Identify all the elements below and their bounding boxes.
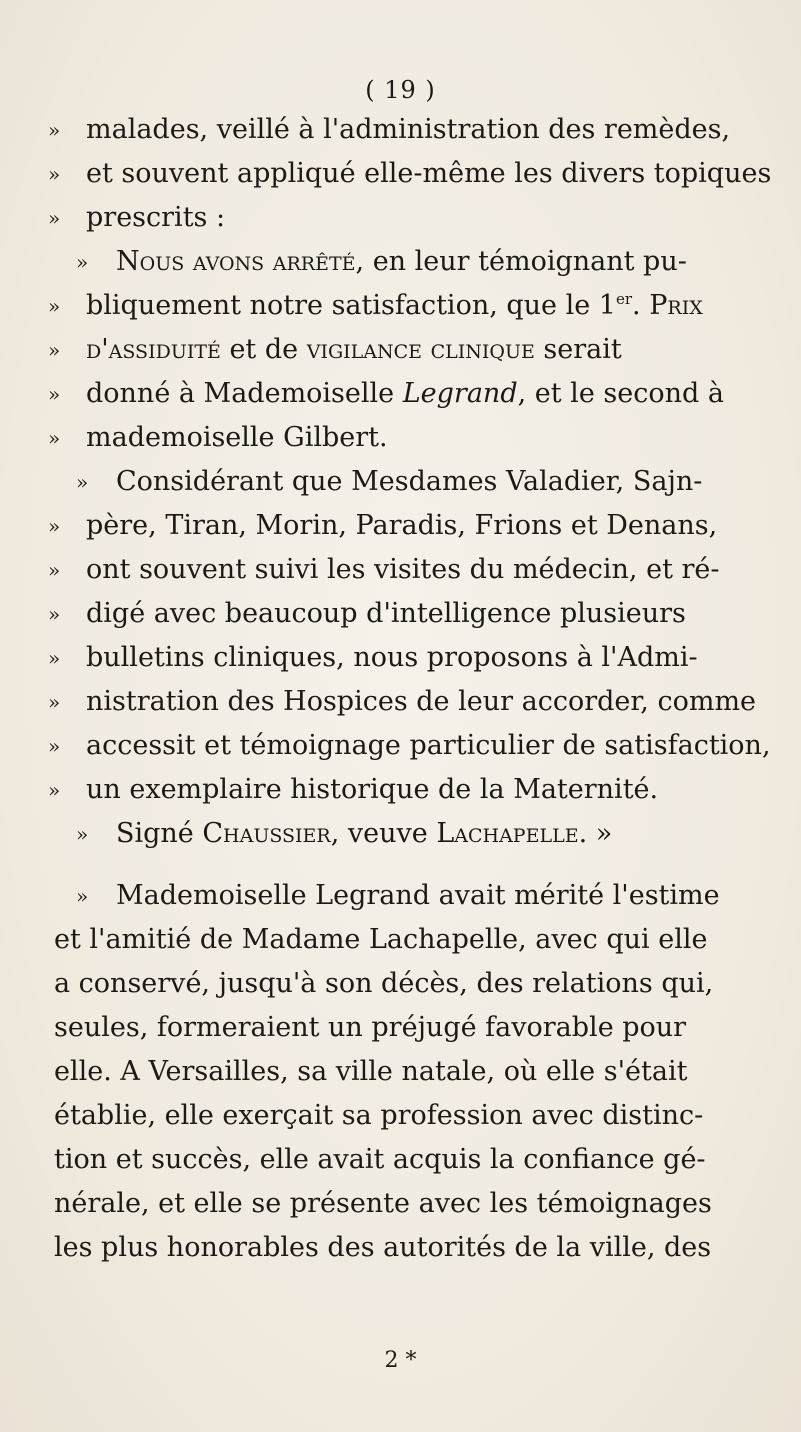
- text-line: [46, 1050, 766, 1094]
- text-line: [46, 284, 766, 328]
- signature-mark: 2 *: [384, 1348, 417, 1373]
- text-line: [46, 724, 771, 768]
- italic-name: Legrand: [402, 378, 518, 409]
- text-line: [46, 328, 766, 372]
- small-caps-text: Prix: [649, 290, 703, 321]
- line-text: les plus honorables des autorités de la ville, des: [54, 1232, 712, 1263]
- signatory-name: Chaussier: [202, 818, 331, 849]
- line-text: Considérant que Mesdames Valadier, Sajn-: [116, 466, 703, 497]
- quote-mark: »: [48, 514, 61, 538]
- quote-mark: »: [48, 162, 61, 186]
- text-line: [46, 962, 766, 1006]
- text-line: [46, 152, 772, 196]
- line-text: . »: [578, 818, 613, 849]
- text-line: [46, 636, 766, 680]
- text-line: [46, 1006, 766, 1050]
- page-number: ( 19 ): [365, 76, 436, 104]
- quote-mark: »: [48, 602, 61, 626]
- quote-mark: »: [48, 382, 61, 406]
- text-line: [46, 548, 766, 592]
- line-text: un exemplaire historique de la Maternité.: [86, 774, 659, 805]
- line-text: ont souvent suivi les visites du médecin, et ré-: [86, 554, 720, 585]
- line-text: tion et succès, elle avait acquis la confiance gé-: [54, 1144, 706, 1175]
- line-text: et de: [220, 334, 307, 365]
- quote-mark: »: [48, 690, 61, 714]
- signature-line: [46, 812, 766, 856]
- line-text: Mademoiselle Legrand avait mérité l'estime: [116, 880, 720, 911]
- text-line: [46, 460, 766, 504]
- line-text: malades, veillé à l'administration des remèdes,: [86, 114, 731, 145]
- text-line: [46, 196, 766, 240]
- text-line: [46, 874, 766, 918]
- quote-mark: »: [48, 778, 61, 802]
- text-line: [46, 504, 766, 548]
- quote-mark: »: [48, 734, 61, 758]
- paragraph-spacer: [46, 856, 766, 874]
- line-text: Signé: [116, 818, 203, 849]
- small-caps-text: Nous avons arrêté: [116, 246, 356, 277]
- text-line: [46, 1226, 766, 1270]
- line-text: bliquement notre satisfaction, que le 1: [86, 290, 616, 321]
- text-line: [46, 680, 766, 724]
- line-text: et souvent appliqué elle-même les divers topiques: [86, 158, 772, 189]
- quote-mark: »: [48, 646, 61, 670]
- line-text: nistration des Hospices de leur accorder, comme: [86, 686, 757, 717]
- line-text: , en leur témoignant pu-: [355, 246, 687, 277]
- text-line: [46, 240, 766, 284]
- quote-mark: »: [48, 558, 61, 582]
- quote-mark: »: [48, 206, 61, 230]
- text-line: [46, 592, 766, 636]
- ordinal-superscript: er: [615, 290, 633, 308]
- body-text: [46, 108, 772, 1270]
- text-line: [46, 108, 766, 152]
- quote-mark: »: [76, 884, 89, 908]
- signatory-name: Lachapelle: [436, 818, 579, 849]
- line-text: et l'amitié de Madame Lachapelle, avec qui elle: [54, 924, 708, 955]
- quote-mark: »: [76, 470, 89, 494]
- line-text: , veuve: [330, 818, 437, 849]
- line-text: seules, formeraient un préjugé favorable pour: [54, 1012, 687, 1043]
- quote-mark: »: [48, 426, 61, 450]
- text-line: [46, 372, 766, 416]
- line-text: elle. A Versailles, sa ville natale, où elle s'était: [54, 1056, 688, 1087]
- line-text: donné à Mademoiselle: [86, 378, 403, 409]
- line-text: mademoiselle Gilbert.: [86, 422, 388, 453]
- text-line: [46, 768, 766, 812]
- line-text: établie, elle exerçait sa profession avec distinc-: [54, 1100, 704, 1131]
- quote-mark: »: [48, 338, 61, 362]
- line-text: digé avec beaucoup d'intelligence plusieurs: [86, 598, 686, 629]
- small-caps-text: d'assiduité: [86, 334, 221, 365]
- text-line: [46, 1094, 766, 1138]
- line-text: a conservé, jusqu'à son décès, des relations qui,: [54, 968, 714, 999]
- line-text: .: [632, 290, 650, 321]
- quote-mark: »: [48, 294, 61, 318]
- text-line: [46, 416, 766, 460]
- line-text: père, Tiran, Morin, Paradis, Frions et Denans,: [86, 510, 718, 541]
- small-caps-text: vigilance clinique: [306, 334, 535, 365]
- line-text: accessit et témoignage particulier de satisfaction,: [86, 730, 771, 761]
- text-line: [46, 918, 766, 962]
- text-line: [46, 1138, 766, 1182]
- line-text: serait: [534, 334, 622, 365]
- line-text: nérale, et elle se présente avec les témoignages: [54, 1188, 712, 1219]
- quote-mark: »: [48, 118, 61, 142]
- line-text: prescrits :: [86, 202, 226, 233]
- line-text: bulletins cliniques, nous proposons à l'Admi-: [86, 642, 698, 673]
- text-line: [46, 1182, 766, 1226]
- quote-mark: »: [76, 250, 89, 274]
- line-text: , et le second à: [517, 378, 724, 409]
- quote-mark: »: [76, 822, 89, 846]
